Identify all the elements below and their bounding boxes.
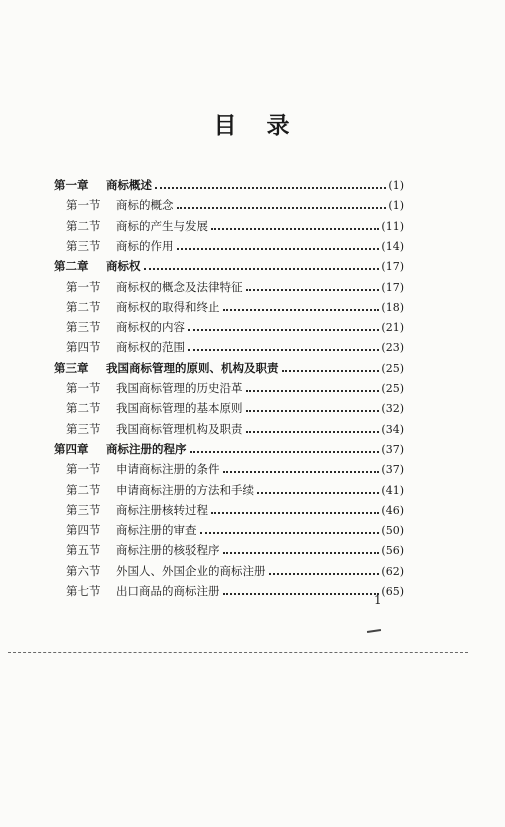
- toc-section-entry: [66, 419, 404, 439]
- toc-entry-page: (34): [381, 423, 404, 436]
- toc-chapter-entry: [54, 175, 404, 195]
- toc-entry-page: (25): [381, 382, 404, 395]
- toc-entry-title: 我国商标管理机构及职责: [116, 422, 243, 436]
- toc-dot-leader: [188, 329, 379, 331]
- toc-entry-page: (21): [381, 321, 404, 334]
- toc-entry-page: (23): [381, 341, 404, 354]
- toc-section-entry: [66, 500, 404, 520]
- toc-entry-number: 第五节: [66, 543, 101, 557]
- toc-entry-page: (46): [381, 504, 404, 517]
- toc-entry-number: 第一节: [66, 462, 101, 476]
- toc-entry-page: (17): [381, 281, 404, 294]
- toc-entry-number: 第三章: [54, 361, 89, 375]
- toc-entry-title: 商标注册的程序: [106, 442, 187, 456]
- page-title: [0, 107, 505, 140]
- toc-dot-leader: [190, 451, 380, 453]
- toc-dot-leader: [246, 289, 380, 291]
- toc-entry-page: (62): [381, 565, 404, 578]
- toc-dot-leader: [223, 593, 380, 595]
- toc-section-entry: [66, 459, 404, 479]
- toc-dot-leader: [200, 532, 380, 534]
- toc-section-entry: [66, 561, 404, 581]
- toc-entry-number: 第七节: [66, 584, 101, 598]
- toc-chapter-entry: [54, 439, 404, 459]
- toc-section-entry: [66, 277, 404, 297]
- toc-dot-leader: [257, 492, 379, 494]
- toc-entry-number: 第三节: [66, 422, 101, 436]
- toc-dot-leader: [177, 207, 387, 209]
- toc-entry-title: 商标权的取得和终止: [116, 300, 220, 314]
- toc-section-entry: [66, 297, 404, 317]
- toc-section-entry: [66, 378, 404, 398]
- toc-entry-number: 第二节: [66, 483, 101, 497]
- toc-dot-leader: [223, 552, 380, 554]
- toc-entry-number: 第三节: [66, 320, 101, 334]
- toc-chapter-entry: [54, 256, 404, 276]
- toc-entry-title: 商标的产生与发展: [116, 219, 208, 233]
- toc-entry-number: 第四节: [66, 340, 101, 354]
- bottom-rule: [8, 652, 468, 653]
- toc-entry-number: 第一章: [54, 178, 89, 192]
- toc-entry-number: 第四章: [54, 442, 89, 456]
- page-number: 1: [374, 593, 382, 607]
- toc-entry-title: 商标的概念: [116, 198, 174, 212]
- toc-dot-leader: [223, 471, 380, 473]
- toc-dot-leader: [282, 370, 380, 372]
- toc-dot-leader: [144, 268, 380, 270]
- toc-entry-page: (1): [388, 199, 404, 212]
- toc-dot-leader: [246, 431, 380, 433]
- toc-entry-page: (37): [381, 443, 404, 456]
- pen-mark: [367, 629, 381, 633]
- toc-entry-number: 第三节: [66, 503, 101, 517]
- toc-dot-leader: [177, 248, 380, 250]
- toc-section-entry: [66, 581, 404, 601]
- toc-entry-number: 第二章: [54, 259, 89, 273]
- toc-section-entry: [66, 337, 404, 357]
- toc-entry-number: 第一节: [66, 198, 101, 212]
- toc-entry-title: 我国商标管理的基本原则: [116, 401, 243, 415]
- toc-entry-title: 商标注册的审查: [116, 523, 197, 537]
- toc-entry-number: 第四节: [66, 523, 101, 537]
- toc-entry-number: 第六节: [66, 564, 101, 578]
- toc-section-entry: [66, 216, 404, 236]
- toc-chapter-entry: [54, 358, 404, 378]
- toc-dot-leader: [269, 573, 380, 575]
- page-title-char-2: 录: [266, 113, 292, 139]
- toc-section-entry: [66, 195, 404, 215]
- toc-entry-title: 我国商标管理的历史沿革: [116, 381, 243, 395]
- toc-entry-title: 商标注册的核驳程序: [116, 543, 220, 557]
- toc-section-entry: [66, 540, 404, 560]
- toc-entry-title: 商标权的内容: [116, 320, 185, 334]
- page-title-char-1: 目: [213, 113, 239, 139]
- toc-entry-page: (41): [381, 484, 404, 497]
- toc-entry-page: (14): [381, 240, 404, 253]
- toc-entry-title: 我国商标管理的原则、机构及职责: [106, 361, 279, 375]
- toc-entry-title: 商标的作用: [116, 239, 174, 253]
- toc-entry-title: 商标注册核转过程: [116, 503, 208, 517]
- toc-entry-number: 第二节: [66, 219, 101, 233]
- toc-entry-page: (50): [381, 524, 404, 537]
- toc-dot-leader: [211, 228, 379, 230]
- toc-section-entry: [66, 520, 404, 540]
- toc-entry-page: (37): [381, 463, 404, 476]
- toc-section-entry: [66, 236, 404, 256]
- toc-entry-page: (32): [381, 402, 404, 415]
- toc-entry-number: 第二节: [66, 401, 101, 415]
- toc-entry-page: (56): [381, 544, 404, 557]
- toc-entry-page: (65): [381, 585, 404, 598]
- toc-entry-page: (11): [381, 220, 404, 233]
- toc-dot-leader: [246, 390, 380, 392]
- toc-section-entry: [66, 398, 404, 418]
- toc-entry-title: 商标权: [106, 259, 141, 273]
- toc-section-entry: [66, 480, 404, 500]
- toc-entry-page: (1): [388, 179, 404, 192]
- toc-entry-number: 第一节: [66, 280, 101, 294]
- toc-section-entry: [66, 317, 404, 337]
- toc-dot-leader: [223, 309, 380, 311]
- toc-dot-leader: [246, 410, 380, 412]
- toc-entry-title: 出口商品的商标注册: [116, 584, 220, 598]
- toc-entry-page: (17): [381, 260, 404, 273]
- toc-entry-page: (18): [381, 301, 404, 314]
- toc-entry-number: 第三节: [66, 239, 101, 253]
- toc-entry-title: 外国人、外国企业的商标注册: [116, 564, 266, 578]
- toc-entry-title: 商标权的范围: [116, 340, 185, 354]
- toc-entry-title: 商标概述: [106, 178, 152, 192]
- toc-dot-leader: [155, 187, 386, 189]
- toc-dot-leader: [188, 349, 379, 351]
- toc-entry-number: 第一节: [66, 381, 101, 395]
- toc-entry-page: (25): [381, 362, 404, 375]
- toc-entry-number: 第二节: [66, 300, 101, 314]
- toc-entry-title: 申请商标注册的条件: [116, 462, 220, 476]
- toc-entry-title: 申请商标注册的方法和手续: [116, 483, 254, 497]
- toc-dot-leader: [211, 512, 379, 514]
- toc-entry-title: 商标权的概念及法律特征: [116, 280, 243, 294]
